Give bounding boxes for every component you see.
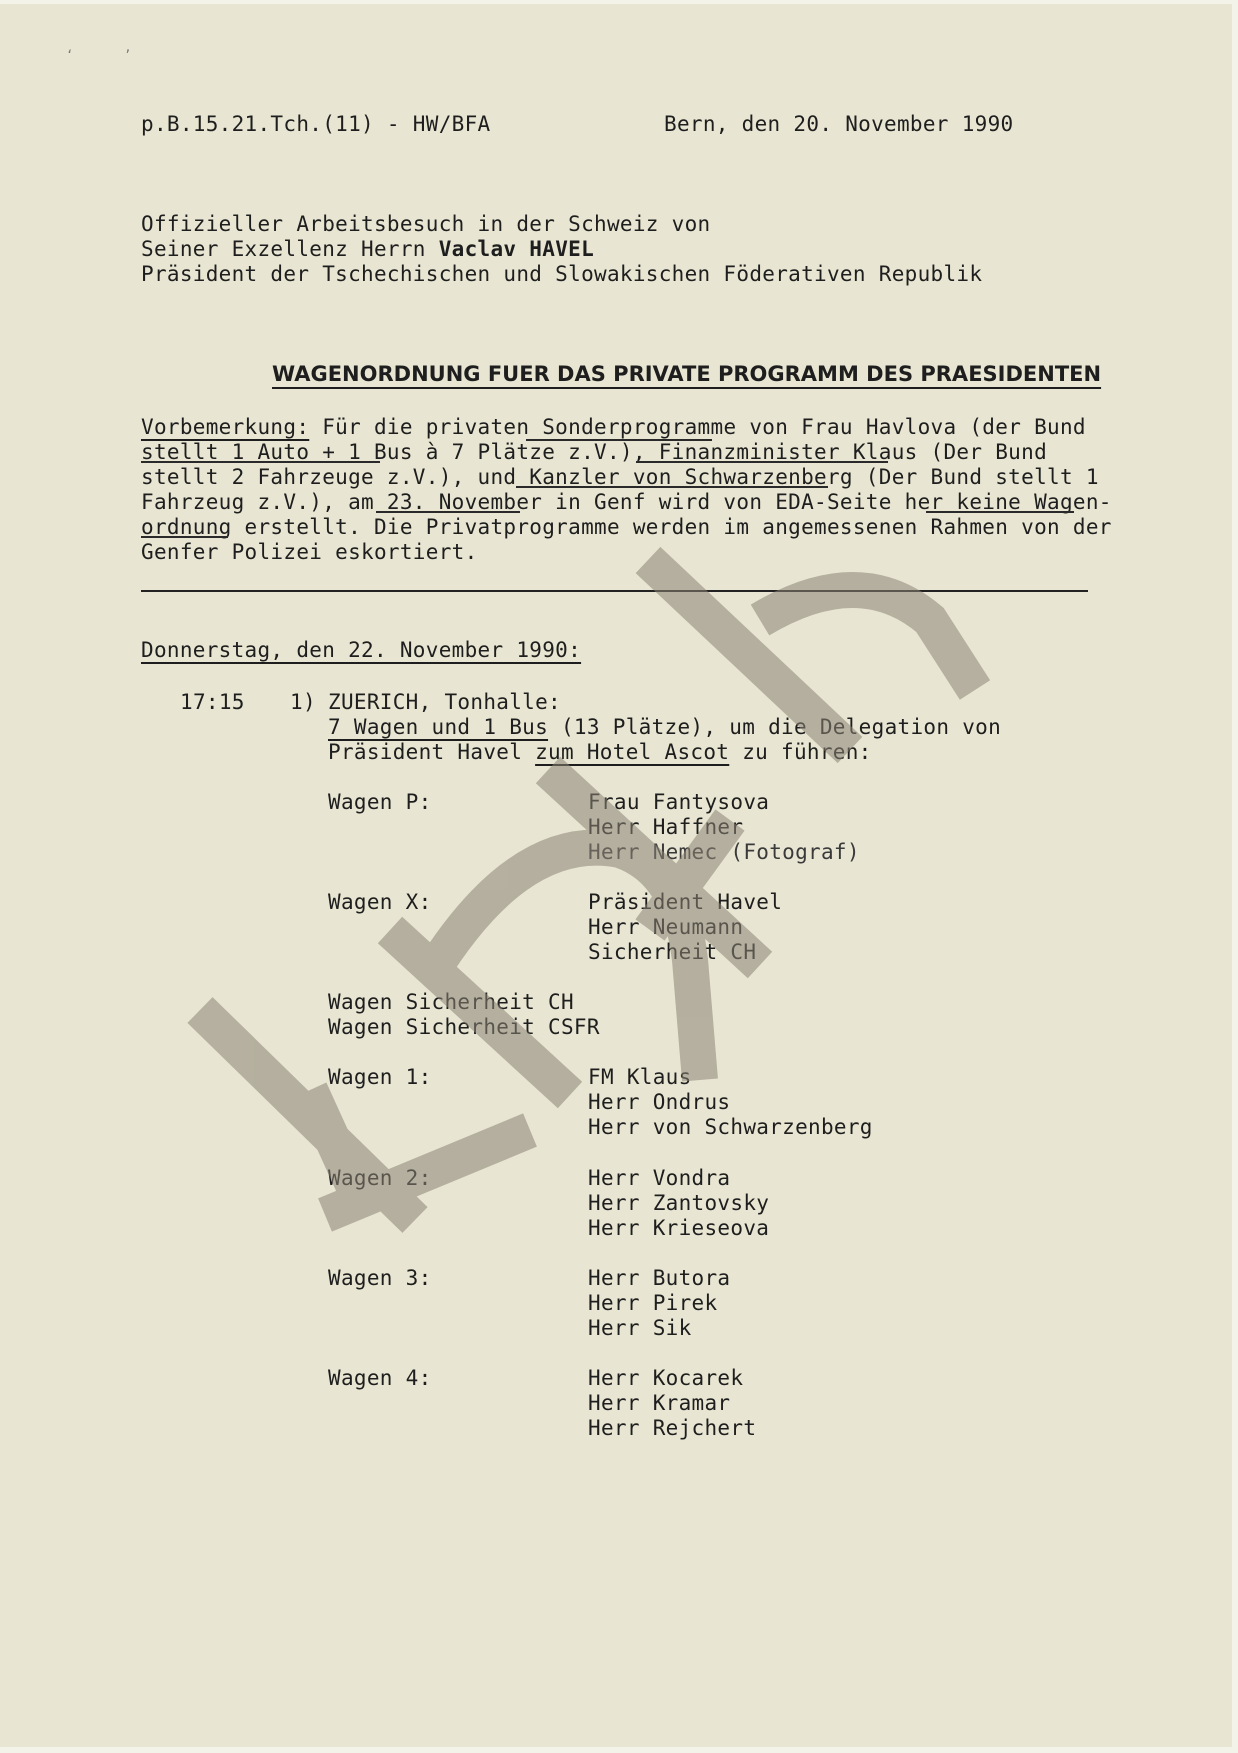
passenger: Herr Sik: [588, 1316, 692, 1340]
day-heading: Donnerstag, den 22. November 1990:: [141, 638, 582, 662]
passenger: Herr Kramar: [588, 1391, 731, 1415]
remark-line-1-rest: Für die privaten Sonderprogramme von Frau Havlova (der Bund: [309, 415, 1086, 439]
remark-label: Vorbemerkung:: [141, 415, 310, 439]
car-label: Wagen 4:: [328, 1366, 432, 1390]
remark-line-1: [141, 415, 1086, 440]
scan-mark: ʼ: [124, 48, 132, 62]
passenger: Herr Krieseova: [588, 1216, 770, 1240]
passenger: Herr Haffner: [588, 815, 744, 839]
passenger: Herr Vondra: [588, 1166, 731, 1190]
passenger: Herr Butora: [588, 1266, 731, 1290]
passenger: FM Klaus: [588, 1065, 692, 1089]
intro-line-1: Offizieller Arbeitsbesuch in der Schweiz von: [141, 212, 711, 236]
page-edge-bottom: [0, 1747, 1238, 1753]
page-edge-top: [0, 0, 1238, 4]
passenger: Herr Kocarek: [588, 1366, 744, 1390]
remark-line-3: stellt 2 Fahrzeuge z.V.), und Kanzler von Schwarzenberg (Der Bund stellt 1: [141, 465, 1099, 489]
intro-line-2-prefix: Seiner Exzellenz Herrn: [141, 237, 439, 261]
president-name: Vaclav HAVEL: [438, 237, 595, 261]
passenger: Herr Rejchert: [588, 1416, 757, 1440]
scan-mark: ʻ: [66, 48, 74, 62]
car-label: Wagen 2:: [328, 1166, 432, 1190]
remark-line-5: ordnung erstellt. Die Privatprogramme werden im angemessenen Rahmen von der: [141, 515, 1112, 539]
vehicles-count: 7 Wagen und 1 Bus: [328, 715, 549, 739]
passenger: Herr Ondrus: [588, 1090, 731, 1114]
document-title: WAGENORDNUNG FUER DAS PRIVATE PROGRAMM DES PRAESIDENTEN: [272, 362, 1102, 386]
intro-line-3: Präsident der Tschechischen und Slowakischen Föderativen Republik: [141, 262, 983, 286]
remark-line-6: Genfer Polizei eskortiert.: [141, 540, 478, 564]
car-label: Wagen 3:: [328, 1266, 432, 1290]
car-label: Wagen 1:: [328, 1065, 432, 1089]
reference-number: p.B.15.21.Tch.(11) - HW/BFA: [141, 112, 491, 136]
remark-line-4: Fahrzeug z.V.), am 23. November in Genf wird von EDA-Seite her keine Wagen-: [141, 490, 1112, 514]
description-line-2-a: Präsident Havel: [328, 740, 536, 764]
description-line-1: [328, 715, 1001, 740]
remark-line-2: stellt 1 Auto + 1 Bus à 7 Plätze z.V.), Finanzminister Klaus (Der Bund: [141, 440, 1048, 464]
passenger: Sicherheit CH: [588, 940, 757, 964]
passenger: Herr Nemec (Fotograf): [588, 840, 860, 864]
location: ZUERICH, Tonhalle:: [328, 690, 561, 714]
destination: zum Hotel Ascot: [535, 740, 730, 764]
time: 17:15: [180, 690, 245, 714]
place-date: Bern, den 20. November 1990: [664, 112, 1014, 136]
separator-line: [141, 590, 1088, 592]
car-label: Wagen Sicherheit CSFR: [328, 1015, 600, 1039]
passenger: Präsident Havel: [588, 890, 783, 914]
passenger: Frau Fantysova: [588, 790, 770, 814]
page-edge-right: [1232, 0, 1238, 1753]
description-line-2-b: zu führen:: [729, 740, 872, 764]
passenger: Herr Neumann: [588, 915, 744, 939]
passenger: Herr von Schwarzenberg: [588, 1115, 873, 1139]
car-label: Wagen P:: [328, 790, 432, 814]
intro-line-2: [141, 237, 594, 262]
description-line-2: [328, 740, 872, 765]
car-label: Wagen X:: [328, 890, 432, 914]
car-label: Wagen Sicherheit CH: [328, 990, 574, 1014]
passenger: Herr Zantovsky: [588, 1191, 770, 1215]
passenger: Herr Pirek: [588, 1291, 718, 1315]
description-line-1-rest: (13 Plätze), um die Delegation von: [548, 715, 1002, 739]
item-number: 1): [290, 690, 316, 714]
